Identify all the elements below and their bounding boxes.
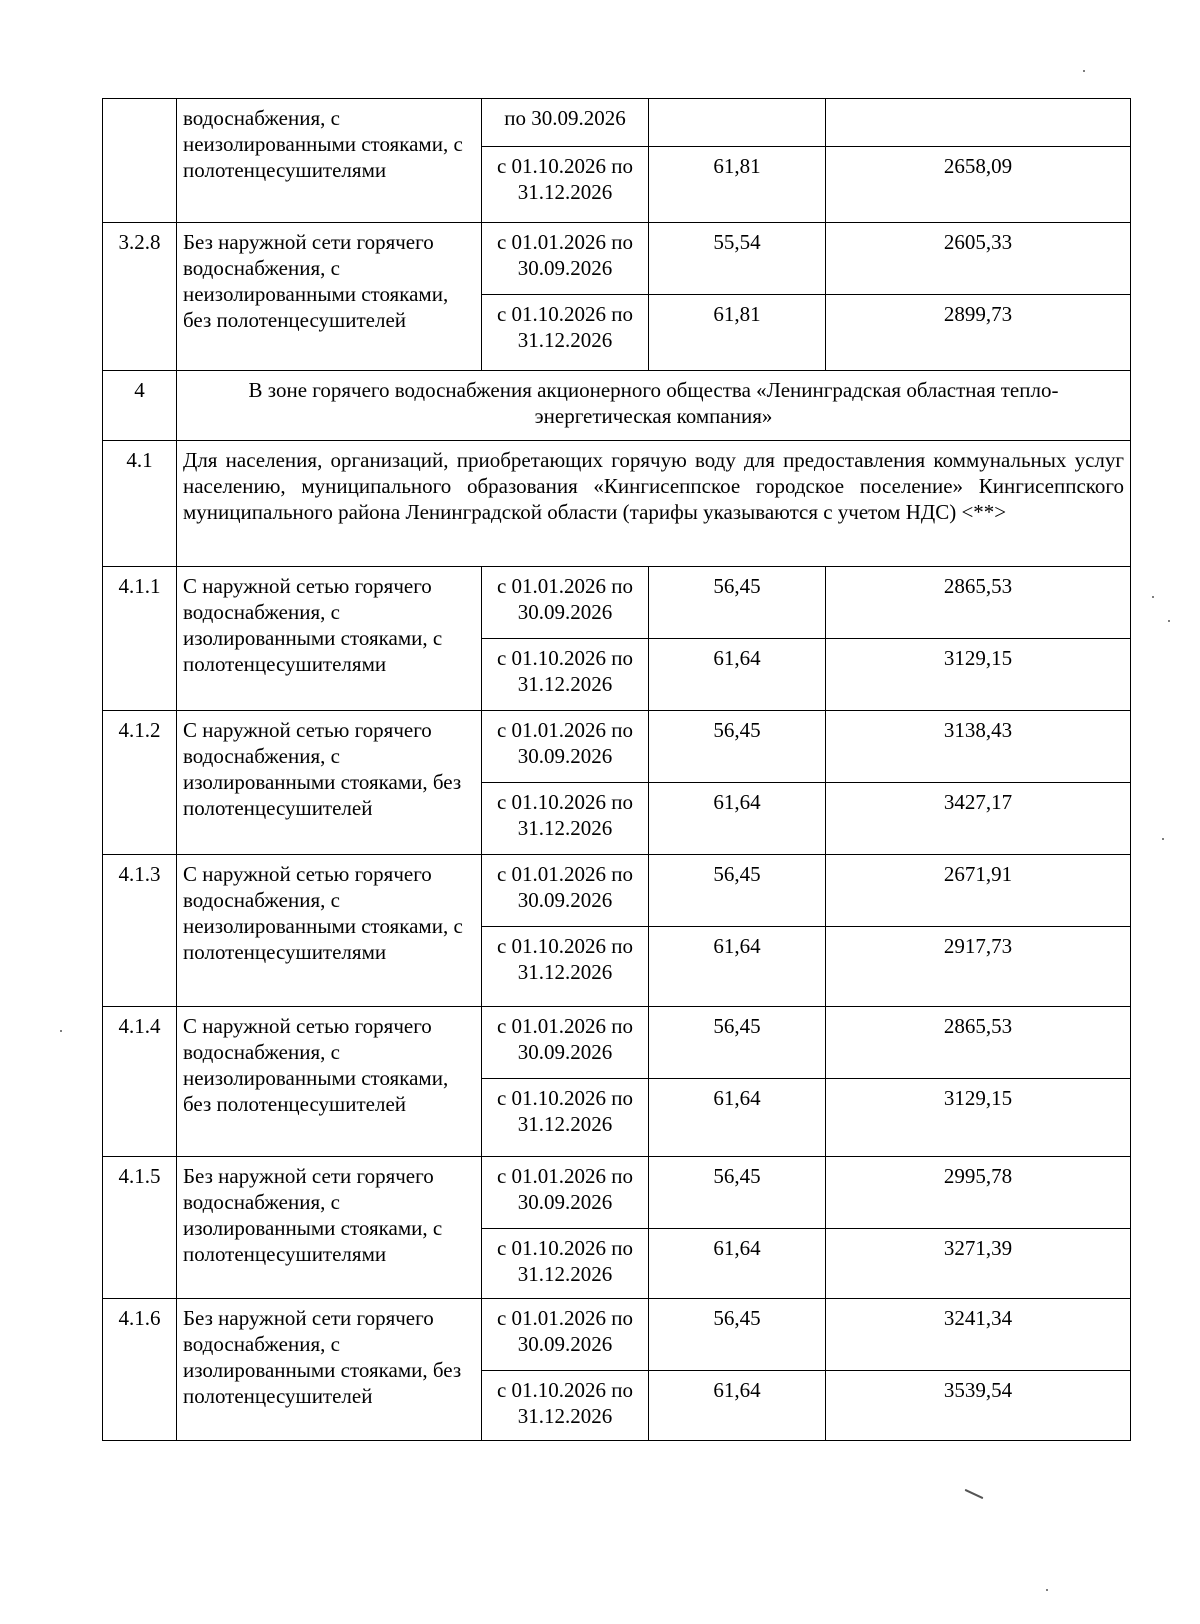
section-description-cell: Для населения, организаций, приобретающих горячую воду для предоставления коммунальных услуг населению, муниципального образования «Кингисеппское городское поселение» Кингисеппского муниципального района Ленинградской области (тарифы указываются с учетом НДС) <**> — [177, 441, 1131, 567]
period-cell: с 01.01.2026 по 30.09.2026 — [482, 1157, 649, 1229]
row-name-cell: С наружной сетью горячего водоснабжения, с изолированными стояками, с полотенцесушителями — [177, 567, 482, 711]
period-cell: с 01.01.2026 по 30.09.2026 — [482, 1299, 649, 1371]
section-title-cell: В зоне горячего водоснабжения акционерного общества «Ленинградская областная тепло-энергетическая компания» — [177, 371, 1131, 441]
period-cell: по 30.09.2026 — [482, 99, 649, 147]
value-cell: 2995,78 — [826, 1157, 1131, 1229]
table-row — [103, 855, 1131, 927]
value-cell: 2671,91 — [826, 855, 1131, 927]
value-cell: 3138,43 — [826, 711, 1131, 783]
value-cell: 2865,53 — [826, 567, 1131, 639]
table-row — [103, 711, 1131, 783]
section-row — [103, 441, 1131, 567]
period-cell: с 01.10.2026 по 31.12.2026 — [482, 295, 649, 371]
rate-cell: 56,45 — [649, 711, 826, 783]
row-number-cell — [103, 99, 177, 223]
value-cell: 3539,54 — [826, 1371, 1131, 1441]
value-cell: 2658,09 — [826, 147, 1131, 223]
row-number-cell: 4.1.6 — [103, 1299, 177, 1441]
value-cell: 2899,73 — [826, 295, 1131, 371]
row-name-cell: водоснабжения, с неизолированными стояками, с полотенцесушителями — [177, 99, 482, 223]
rate-cell: 56,45 — [649, 1157, 826, 1229]
period-cell: с 01.10.2026 по 31.12.2026 — [482, 1371, 649, 1441]
period-cell: с 01.01.2026 по 30.09.2026 — [482, 855, 649, 927]
value-cell: 2917,73 — [826, 927, 1131, 1007]
tariff-rows-body — [103, 567, 1131, 1441]
row-name-cell: Без наружной сети горячего водоснабжения, с изолированными стояками, без полотенцесушителей — [177, 1299, 482, 1441]
rate-cell: 56,45 — [649, 567, 826, 639]
row-number-cell: 4.1.1 — [103, 567, 177, 711]
scan-speck — [1083, 70, 1085, 72]
row-number-cell: 3.2.8 — [103, 223, 177, 371]
rate-cell: 61,81 — [649, 295, 826, 371]
table-row — [103, 1007, 1131, 1079]
value-cell: 3129,15 — [826, 1079, 1131, 1157]
period-cell: с 01.10.2026 по 31.12.2026 — [482, 783, 649, 855]
period-cell: с 01.10.2026 по 31.12.2026 — [482, 1229, 649, 1299]
section-number-cell: 4.1 — [103, 441, 177, 567]
period-cell: с 01.01.2026 по 30.09.2026 — [482, 1007, 649, 1079]
period-cell: с 01.10.2026 по 31.12.2026 — [482, 639, 649, 711]
period-cell: с 01.10.2026 по 31.12.2026 — [482, 1079, 649, 1157]
tariff-table — [102, 98, 1131, 1441]
value-cell: 3427,17 — [826, 783, 1131, 855]
rate-cell: 61,64 — [649, 783, 826, 855]
tariff-table-body — [103, 99, 1131, 567]
row-name-cell: Без наружной сети горячего водоснабжения, с неизолированными стояками, без полотенцесушителей — [177, 223, 482, 371]
value-cell: 3129,15 — [826, 639, 1131, 711]
period-cell: с 01.10.2026 по 31.12.2026 — [482, 927, 649, 1007]
row-number-cell: 4.1.4 — [103, 1007, 177, 1157]
rate-cell — [649, 99, 826, 147]
rate-cell: 61,64 — [649, 639, 826, 711]
period-cell: с 01.01.2026 по 30.09.2026 — [482, 567, 649, 639]
scan-speck — [1046, 1589, 1048, 1591]
row-name-cell: Без наружной сети горячего водоснабжения, с изолированными стояками, с полотенцесушителями — [177, 1157, 482, 1299]
rate-cell: 61,64 — [649, 1371, 826, 1441]
rate-cell: 56,45 — [649, 855, 826, 927]
scan-speck — [965, 1489, 984, 1499]
row-name-cell: С наружной сетью горячего водоснабжения, с неизолированными стояками, с полотенцесушителями — [177, 855, 482, 1007]
table-row — [103, 1157, 1131, 1229]
rate-cell: 56,45 — [649, 1299, 826, 1371]
row-number-cell: 4.1.5 — [103, 1157, 177, 1299]
row-number-cell: 4.1.3 — [103, 855, 177, 1007]
rate-cell: 61,81 — [649, 147, 826, 223]
row-name-cell: С наружной сетью горячего водоснабжения, с изолированными стояками, без полотенцесушителей — [177, 711, 482, 855]
scan-speck — [1162, 838, 1164, 840]
rate-cell: 61,64 — [649, 927, 826, 1007]
row-name-cell: С наружной сетью горячего водоснабжения, с неизолированными стояками, без полотенцесушителей — [177, 1007, 482, 1157]
value-cell — [826, 99, 1131, 147]
scan-speck — [1152, 596, 1154, 598]
rate-cell: 61,64 — [649, 1079, 826, 1157]
table-row — [103, 99, 1131, 147]
period-cell: с 01.01.2026 по 30.09.2026 — [482, 223, 649, 295]
rate-cell: 61,64 — [649, 1229, 826, 1299]
value-cell: 3271,39 — [826, 1229, 1131, 1299]
table-row — [103, 567, 1131, 639]
table-row — [103, 1299, 1131, 1371]
scan-speck — [1168, 620, 1170, 622]
value-cell: 2865,53 — [826, 1007, 1131, 1079]
table-row — [103, 223, 1131, 295]
rate-cell: 55,54 — [649, 223, 826, 295]
value-cell: 2605,33 — [826, 223, 1131, 295]
period-cell: с 01.01.2026 по 30.09.2026 — [482, 711, 649, 783]
section-row — [103, 371, 1131, 441]
rate-cell: 56,45 — [649, 1007, 826, 1079]
row-number-cell: 4.1.2 — [103, 711, 177, 855]
period-cell: с 01.10.2026 по 31.12.2026 — [482, 147, 649, 223]
scan-speck — [60, 1030, 62, 1032]
section-number-cell: 4 — [103, 371, 177, 441]
value-cell: 3241,34 — [826, 1299, 1131, 1371]
